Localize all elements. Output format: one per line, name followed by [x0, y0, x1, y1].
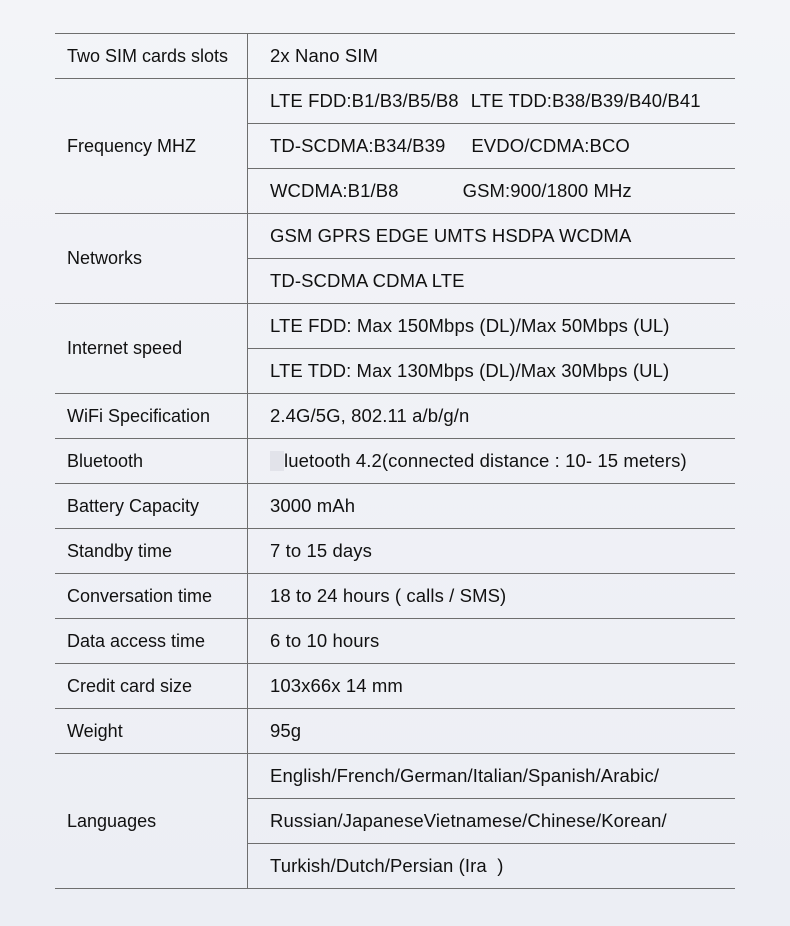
row-label: Credit card size	[55, 664, 248, 708]
row-value: GSM GPRS EDGE UMTS HSDPA WCDMA	[248, 214, 735, 259]
row-standby	[55, 529, 735, 574]
row-value	[248, 169, 735, 213]
row-languages	[55, 754, 735, 889]
row-value: TD-SCDMA CDMA LTE	[270, 270, 465, 291]
row-label: Networks	[55, 214, 248, 303]
row-label: Standby time	[55, 529, 248, 573]
row-wifi	[55, 394, 735, 439]
value-part: GSM:900/1800 MHz	[462, 180, 632, 201]
row-value: LTE FDD: Max 150Mbps (DL)/Max 50Mbps (UL)	[248, 304, 735, 349]
row-card-size	[55, 664, 735, 709]
row-value	[248, 79, 735, 124]
value-part: LTE FDD:B1/B3/B5/B8	[270, 90, 459, 111]
row-value: 6 to 10 hours	[270, 630, 380, 651]
row-label: WiFi Specification	[55, 394, 248, 438]
value-part: TD-SCDMA:B34/B39	[270, 135, 446, 156]
row-value: 18 to 24 hours ( calls / SMS)	[270, 585, 507, 606]
row-internet-speed	[55, 304, 735, 394]
row-value	[248, 439, 735, 483]
row-label: Two SIM cards slots	[55, 34, 248, 78]
row-value: LTE TDD: Max 130Mbps (DL)/Max 30Mbps (UL)	[270, 360, 670, 381]
row-value: 103x66x 14 mm	[270, 675, 403, 696]
row-battery	[55, 484, 735, 529]
row-value: 7 to 15 days	[270, 540, 372, 561]
row-label: Data access time	[55, 619, 248, 663]
value-text: luetooth 4.2(connected distance : 10- 15 meters)	[284, 450, 687, 471]
bluetooth-glyph-placeholder	[270, 451, 284, 471]
row-value: 2.4G/5G, 802.11 a/b/g/n	[270, 405, 470, 426]
row-label: Frequency MHZ	[55, 79, 248, 213]
row-value: Turkish/Dutch/Persian (Ira )	[270, 855, 504, 876]
row-bluetooth	[55, 439, 735, 484]
spec-table	[55, 33, 735, 889]
row-value: English/French/German/Italian/Spanish/Arabic/	[248, 754, 735, 799]
row-conversation	[55, 574, 735, 619]
row-value	[248, 124, 735, 169]
value-part: WCDMA:B1/B8	[270, 180, 399, 201]
row-value: 3000 mAh	[270, 495, 356, 516]
row-label: Bluetooth	[55, 439, 248, 483]
row-weight	[55, 709, 735, 754]
row-label: Battery Capacity	[55, 484, 248, 528]
row-label: Conversation time	[55, 574, 248, 618]
value-part: EVDO/CDMA:BCO	[471, 135, 630, 156]
row-value: 2x Nano SIM	[270, 45, 379, 66]
row-networks	[55, 214, 735, 304]
row-sim-slots	[55, 34, 735, 79]
row-value: 95g	[270, 720, 302, 741]
row-value: Russian/JapaneseVietnamese/Chinese/Korean/	[248, 799, 735, 844]
row-label: Languages	[55, 754, 248, 888]
row-label: Internet speed	[55, 304, 248, 393]
row-frequency	[55, 79, 735, 214]
value-part: LTE TDD:B38/B39/B40/B41	[470, 90, 701, 111]
row-data-access	[55, 619, 735, 664]
row-label: Weight	[55, 709, 248, 753]
